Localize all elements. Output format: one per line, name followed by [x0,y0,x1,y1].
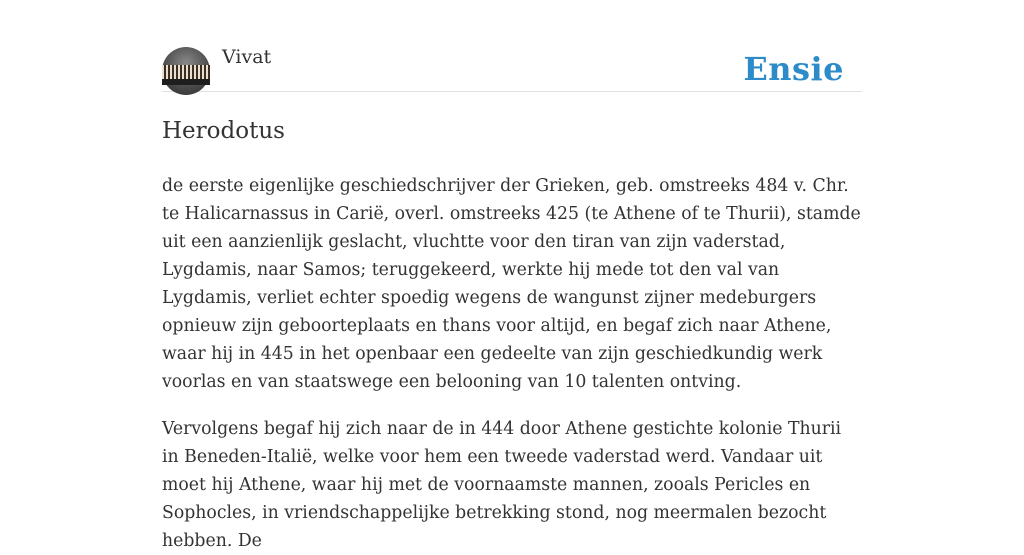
brand-logo[interactable]: Ensie [743,50,844,88]
page-content [162,0,862,555]
article-title: Herodotus [162,118,285,144]
shelf-image [162,79,210,85]
article-paragraph-1: de eerste eigenlijke geschiedschrijver der Grieken, geb. omstreeks 484 v. Chr. te Halicarnassus in Carië, overl. omstreeks 425 (te Athene of te Thurii), stamde uit een aanzienlijk geslacht, vluchtte voor den tiran van zijn vaderstad, Lygdamis, naar Samos; teruggekeerd, werkte hij mede tot den val van Lygdamis, verliet echter spoedig wegens de wangunst zijner medeburgers opnieuw zijn geboorteplaats en thans voor altijd, en begaf zich naar Athene, waar hij in 445 in het openbaar een gedeelte van zijn geschiedkundig werk voorlas en van staatswege een belooning van 10 talenten ontving. [162,176,861,392]
header [162,0,862,92]
article-paragraph-2: Vervolgens begaf hij zich naar de in 444 door Athene gestichte kolonie Thurii in Beneden-Italië, welke voor hem een tweede vaderstad werd. Vandaar uit moet hij Athene, waar hij met de voornaamste mannen, zooals Pericles en Sophocles, in vriendschappelijke betrekking stond, nog meermalen bezocht hebben. De [162,419,842,551]
bookshelf-image [162,65,210,79]
author-avatar[interactable] [162,47,210,95]
author-name[interactable]: Vivat [222,46,272,68]
